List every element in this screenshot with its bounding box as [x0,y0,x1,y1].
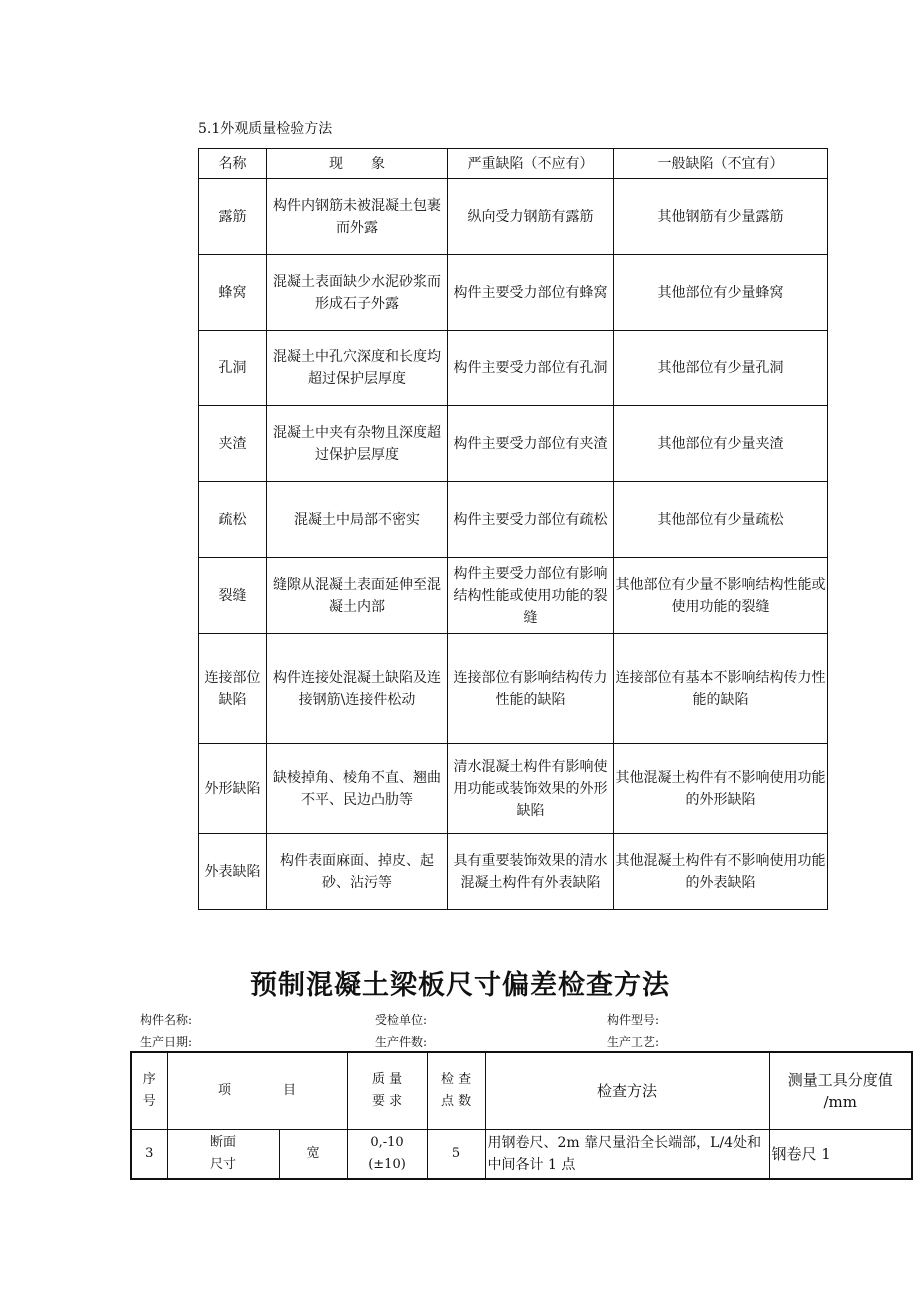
cell-severe: 清水混凝土构件有影响使用功能或装饰效果的外形缺陷 [448,744,614,834]
cell-phenomenon: 构件连接处混凝土缺陷及连接钢筋\连接件松动 [267,634,448,744]
cell-method: 用钢卷尺、2m 靠尺量沿全长端部，L/4处和中间各计 1 点 [485,1129,769,1179]
header-quality: 质 量 要 求 [347,1052,427,1129]
cell-phenomenon: 混凝土中孔穴深度和长度均超过保护层厚度 [267,331,448,406]
table-header-row [199,149,828,179]
cell-severe: 具有重要装饰效果的清水混凝土构件有外表缺陷 [448,834,614,910]
cell-general: 其他部位有少量不影响结构性能或使用功能的裂缝 [614,558,828,634]
header-name: 名称 [199,149,267,179]
dimension-deviation-table [130,1051,913,1180]
header-seq: 序 号 [131,1052,167,1129]
table-row [199,406,828,482]
cell-seq: 3 [131,1129,167,1179]
cell-sub-item: 宽 [279,1129,347,1179]
cell-severe: 构件主要受力部位有夹渣 [448,406,614,482]
cell-name: 孔洞 [199,331,267,406]
cell-general: 其他部位有少量蜂窝 [614,255,828,331]
cell-name: 外表缺陷 [199,834,267,910]
header-general: 一般缺陷（不宜有） [614,149,828,179]
cell-phenomenon: 缝隙从混凝土表面延伸至混凝土内部 [267,558,448,634]
cell-general: 其他部位有少量孔洞 [614,331,828,406]
cell-item: 断面 尺寸 [167,1129,279,1179]
cell-general: 其他部位有少量夹渣 [614,406,828,482]
appearance-quality-table [198,148,828,910]
table-row [199,331,828,406]
table-row [199,744,828,834]
table-row [131,1129,912,1179]
cell-severe: 构件主要受力部位有影响结构性能或使用功能的裂缝 [448,558,614,634]
meta-component-name: 构件名称: [140,1013,193,1027]
header-item: 项 目 [167,1052,347,1129]
meta-production-count: 生产件数: [375,1035,428,1049]
cell-name: 外形缺陷 [199,744,267,834]
meta-production-process: 生产工艺: [607,1035,660,1049]
cell-general: 连接部位有基本不影响结构传力性能的缺陷 [614,634,828,744]
cell-tool: 钢卷尺 1 [769,1129,912,1179]
cell-severe: 连接部位有影响结构传力性能的缺陷 [448,634,614,744]
cell-general: 其他混凝土构件有不影响使用功能的外表缺陷 [614,834,828,910]
table-row [199,558,828,634]
meta-production-date: 生产日期: [140,1035,193,1049]
cell-severe: 构件主要受力部位有蜂窝 [448,255,614,331]
cell-name: 疏松 [199,482,267,558]
cell-severe: 纵向受力钢筋有露筋 [448,179,614,255]
table-row [199,482,828,558]
cell-name: 蜂窝 [199,255,267,331]
cell-general: 其他钢筋有少量露筋 [614,179,828,255]
cell-points: 5 [427,1129,485,1179]
cell-name: 露筋 [199,179,267,255]
cell-phenomenon: 混凝土中局部不密实 [267,482,448,558]
cell-name: 裂缝 [199,558,267,634]
cell-quality: 0,-10 (±10) [347,1129,427,1179]
cell-severe: 构件主要受力部位有疏松 [448,482,614,558]
cell-phenomenon: 构件表面麻面、掉皮、起砂、沾污等 [267,834,448,910]
header-phenomenon: 现 象 [267,149,448,179]
cell-phenomenon: 混凝土表面缺少水泥砂浆而形成石子外露 [267,255,448,331]
cell-severe: 构件主要受力部位有孔洞 [448,331,614,406]
cell-name: 夹渣 [199,406,267,482]
header-method: 检查方法 [485,1052,769,1129]
cell-phenomenon: 缺棱掉角、棱角不直、翘曲不平、民边凸肋等 [267,744,448,834]
meta-inspected-unit: 受检单位: [375,1013,428,1027]
cell-general: 其他部位有少量疏松 [614,482,828,558]
table-header-row [131,1052,912,1129]
table-row [199,179,828,255]
document-title: 预制混凝土梁板尺寸偏差检查方法 [250,970,670,1001]
cell-phenomenon: 混凝土中夹有杂物且深度超过保护层厚度 [267,406,448,482]
table-row [199,834,828,910]
header-severe: 严重缺陷（不应有） [448,149,614,179]
cell-general: 其他混凝土构件有不影响使用功能的外形缺陷 [614,744,828,834]
cell-phenomenon: 构件内钢筋未被混凝土包裹而外露 [267,179,448,255]
header-tool: 测量工具分度值 /mm [769,1052,912,1129]
meta-component-model: 构件型号: [607,1013,660,1027]
cell-name: 连接部位缺陷 [199,634,267,744]
table-row [199,634,828,744]
header-points: 检 查 点 数 [427,1052,485,1129]
table-row [199,255,828,331]
section-title: 5.1外观质量检验方法 [198,121,333,137]
